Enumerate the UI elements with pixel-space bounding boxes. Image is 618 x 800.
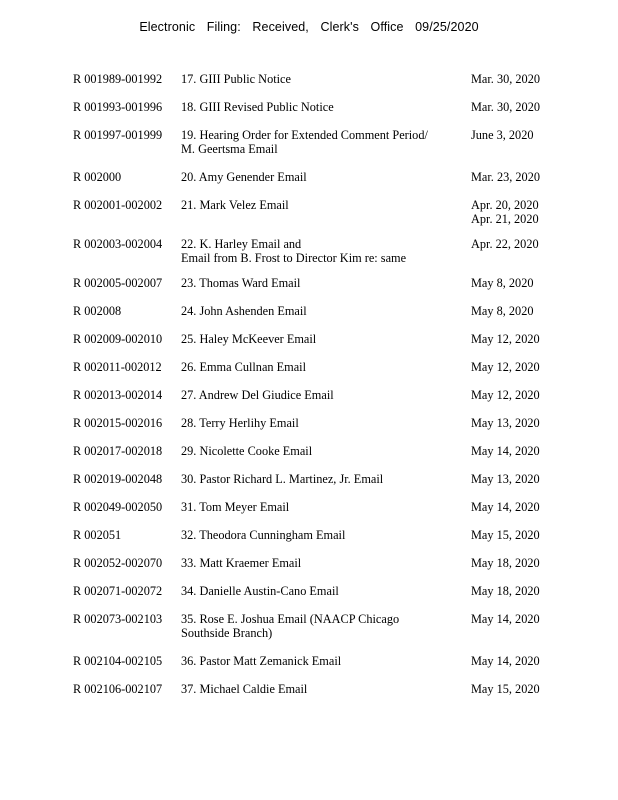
document-date: May 12, 2020 (471, 388, 540, 402)
bates-range: R 001997-001999 (73, 128, 163, 142)
document-description: 29. Nicolette Cooke Email (181, 444, 313, 458)
bates-range: R 001989-001992 (73, 72, 163, 86)
document-date: May 15, 2020 (471, 528, 540, 542)
document-description: 36. Pastor Matt Zemanick Email (181, 654, 342, 668)
bates-range: R 002011-002012 (73, 360, 162, 374)
document-description: 33. Matt Kraemer Email (181, 556, 302, 570)
list-item (0, 72, 618, 100)
document-description: 18. GIII Revised Public Notice (181, 100, 334, 114)
list-item (0, 360, 618, 388)
document-date: May 14, 2020 (471, 500, 540, 514)
bates-range: R 002051 (73, 528, 122, 542)
bates-range: R 002071-002072 (73, 584, 163, 598)
document-description: 34. Danielle Austin-Cano Email (181, 584, 339, 598)
document-date: Apr. 22, 2020 (471, 237, 539, 251)
bates-range: R 002015-002016 (73, 416, 163, 430)
bates-range: R 002106-002107 (73, 682, 163, 696)
list-item (0, 528, 618, 556)
filing-stamp-header: Electronic Filing: Received, Clerk's Office 09/25/2020 (139, 20, 479, 34)
document-date: May 18, 2020 (471, 556, 540, 570)
bates-range: R 002003-002004 (73, 237, 163, 251)
bates-range: R 002052-002070 (73, 556, 163, 570)
list-item (0, 556, 618, 584)
document-date: May 15, 2020 (471, 682, 540, 696)
bates-range: R 002001-002002 (73, 198, 163, 212)
document-date: Mar. 30, 2020 (471, 100, 540, 114)
document-date: May 18, 2020 (471, 584, 540, 598)
document-date: May 8, 2020 (471, 304, 534, 318)
document-date: May 14, 2020 (471, 444, 540, 458)
document-date: May 13, 2020 (471, 416, 540, 430)
document-date: Mar. 30, 2020 (471, 72, 540, 86)
list-item (0, 472, 618, 500)
document-description: 37. Michael Caldie Email (181, 682, 308, 696)
document-description: 26. Emma Cullnan Email (181, 360, 306, 374)
list-item (0, 416, 618, 444)
bates-range: R 002073-002103 (73, 612, 163, 626)
document-description: 27. Andrew Del Giudice Email (181, 388, 334, 402)
document-date: May 12, 2020 (471, 332, 540, 346)
bates-range: R 002019-002048 (73, 472, 163, 486)
list-item (0, 128, 618, 170)
document-description: 22. K. Harley Email and Email from B. Frost to Director Kim re: same (181, 237, 407, 265)
list-item (0, 304, 618, 332)
document-date: May 13, 2020 (471, 472, 540, 486)
document-date: Mar. 23, 2020 (471, 170, 540, 184)
document-description: 20. Amy Genender Email (181, 170, 307, 184)
list-item (0, 584, 618, 612)
document-description: 28. Terry Herlihy Email (181, 416, 299, 430)
list-item (0, 444, 618, 472)
document-description: 17. GIII Public Notice (181, 72, 291, 86)
document-description: 30. Pastor Richard L. Martinez, Jr. Email (181, 472, 384, 486)
document-date: May 8, 2020 (471, 276, 534, 290)
document-date: May 14, 2020 (471, 612, 540, 626)
document-date: Apr. 20, 2020 Apr. 21, 2020 (471, 198, 539, 226)
bates-range: R 002008 (73, 304, 122, 318)
document-description: 35. Rose E. Joshua Email (NAACP Chicago Southside Branch) (181, 612, 400, 640)
list-item (0, 332, 618, 360)
list-item (0, 100, 618, 128)
list-item (0, 198, 618, 237)
bates-range: R 002104-002105 (73, 654, 163, 668)
document-description: 31. Tom Meyer Email (181, 500, 290, 514)
list-item (0, 388, 618, 416)
bates-range: R 002049-002050 (73, 500, 163, 514)
bates-range: R 001993-001996 (73, 100, 163, 114)
list-item (0, 612, 618, 654)
document-description: 25. Haley McKeever Email (181, 332, 317, 346)
document-description: 32. Theodora Cunningham Email (181, 528, 346, 542)
bates-range: R 002005-002007 (73, 276, 163, 290)
document-date: May 12, 2020 (471, 360, 540, 374)
document-description: 21. Mark Velez Email (181, 198, 289, 212)
list-item (0, 170, 618, 198)
list-item (0, 276, 618, 304)
bates-range: R 002000 (73, 170, 122, 184)
list-item (0, 500, 618, 528)
document-date: May 14, 2020 (471, 654, 540, 668)
bates-range: R 002009-002010 (73, 332, 163, 346)
record-index-list (0, 72, 618, 710)
list-item (0, 654, 618, 682)
bates-range: R 002013-002014 (73, 388, 163, 402)
list-item (0, 237, 618, 276)
document-date: June 3, 2020 (471, 128, 534, 142)
document-description: 19. Hearing Order for Extended Comment Period/ M. Geertsma Email (181, 128, 428, 156)
document-description: 23. Thomas Ward Email (181, 276, 301, 290)
list-item (0, 682, 618, 710)
bates-range: R 002017-002018 (73, 444, 163, 458)
document-description: 24. John Ashenden Email (181, 304, 307, 318)
